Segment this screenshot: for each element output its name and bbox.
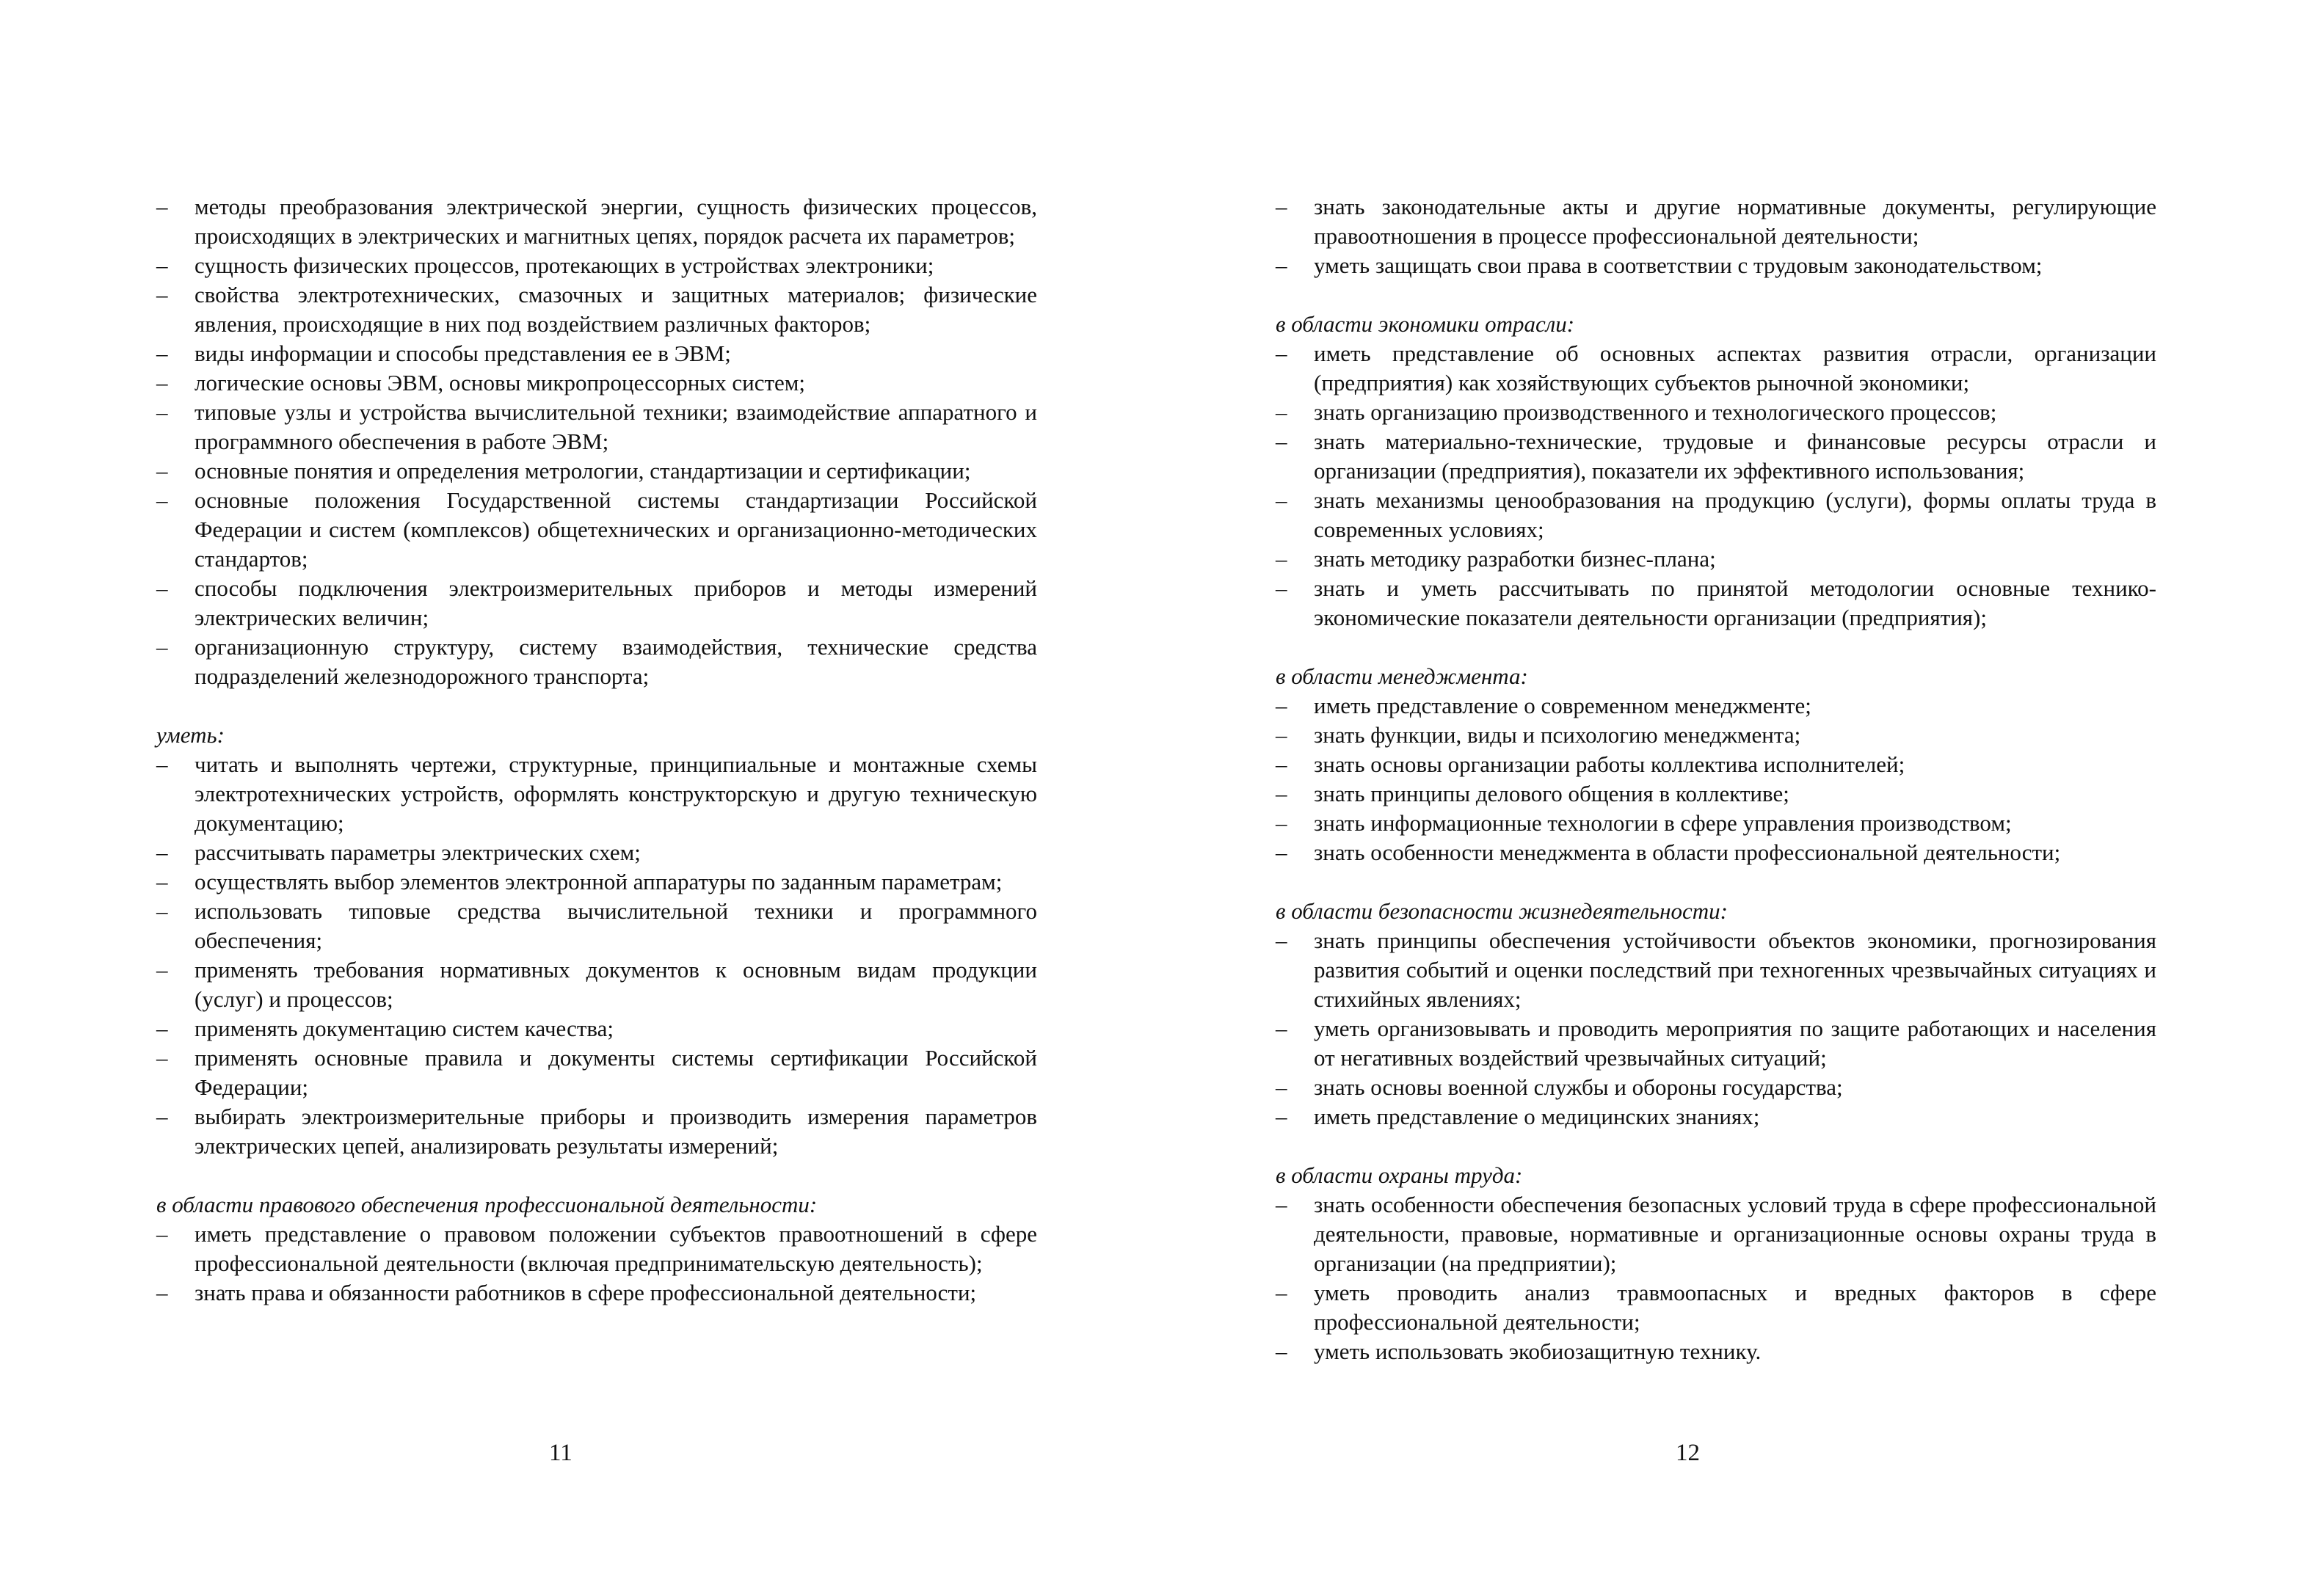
safety-list [1276, 926, 2156, 1132]
section-heading: уметь: [156, 722, 225, 748]
economics-section [1276, 310, 2156, 633]
left-intro-list [156, 192, 1037, 691]
section-heading: в области менеджмента: [1276, 663, 1528, 689]
section-heading: в области безопасности жизнедеятельности: [1276, 898, 1728, 924]
list-item: – выбирать электроизмерительные приборы и производить измерения параметров электрических цепей, анализировать результаты измерений; [156, 1102, 1037, 1161]
list-item: – уметь использовать экобиозащитную технику. [1276, 1337, 2156, 1366]
list-item: – методы преобразования электрической энергии, сущность физических процессов, происходящих в электрических и магнитных цепях, порядок расчета их параметров; [156, 192, 1037, 251]
management-section [1276, 662, 2156, 867]
list-item: – основные понятия и определения метрологии, стандартизации и сертификации; [156, 456, 1037, 486]
list-item: – применять требования нормативных документов к основным видам продукции (услуг) и процессов; [156, 955, 1037, 1014]
list-item: – знать организацию производственного и технологического процессов; [1276, 398, 2156, 427]
legal-section [156, 1190, 1037, 1308]
right-intro-section [1276, 192, 2156, 280]
list-item: – знать механизмы ценообразования на продукцию (услуги), формы оплаты труда в современных условиях; [1276, 486, 2156, 544]
list-item: – знать основы организации работы коллектива исполнителей; [1276, 750, 2156, 779]
umet-list [156, 750, 1037, 1161]
list-item: – знать информационные технологии в сфере управления производством; [1276, 809, 2156, 838]
list-item: – иметь представление о современном менеджменте; [1276, 691, 2156, 721]
list-item: – знать и уметь рассчитывать по принятой методологии основные технико-экономические показатели деятельности организации (предприятия); [1276, 574, 2156, 633]
section-heading: в области охраны труда: [1276, 1162, 1523, 1188]
list-item: – рассчитывать параметры электрических схем; [156, 838, 1037, 867]
list-item: – знать материально-технические, трудовые и финансовые ресурсы отрасли и организации (предприятия), показатели их эффективного использования; [1276, 427, 2156, 486]
list-item: – сущность физических процессов, протекающих в устройствах электроники; [156, 251, 1037, 280]
section-heading: в области правового обеспечения профессиональной деятельности: [156, 1192, 818, 1217]
legal-list [156, 1220, 1037, 1308]
list-item: – знать основы военной службы и обороны государства; [1276, 1073, 2156, 1102]
list-item: – применять документацию систем качества; [156, 1014, 1037, 1043]
list-item: – виды информации и способы представления ее в ЭВМ; [156, 339, 1037, 368]
list-item: – логические основы ЭВМ, основы микропроцессорных систем; [156, 368, 1037, 398]
management-list [1276, 691, 2156, 867]
list-item: – типовые узлы и устройства вычислительной техники; взаимодействие аппаратного и программного обеспечения в работе ЭВМ; [156, 398, 1037, 456]
list-item: – организационную структуру, систему взаимодействия, технические средства подразделений железнодорожного транспорта; [156, 633, 1037, 691]
list-item: – иметь представление об основных аспектах развития отрасли, организации (предприятия) как хозяйствующих субъектов рыночной экономики; [1276, 339, 2156, 398]
left-page [156, 192, 1037, 1308]
umet-section [156, 721, 1037, 1161]
list-item: – уметь организовывать и проводить мероприятия по защите работающих и населения от негативных воздействий чрезвычайных ситуаций; [1276, 1014, 2156, 1073]
page-number-right: 12 [1676, 1440, 1700, 1466]
labor-section [1276, 1161, 2156, 1366]
list-item: – свойства электротехнических, смазочных и защитных материалов; физические явления, происходящие в них под воздействием различных факторов; [156, 280, 1037, 339]
left-intro-section [156, 192, 1037, 691]
list-item: – применять основные правила и документы системы сертификации Российской Федерации; [156, 1043, 1037, 1102]
list-item: – знать функции, виды и психологию менеджмента; [1276, 721, 2156, 750]
list-item: – знать особенности менеджмента в области профессиональной деятельности; [1276, 838, 2156, 867]
list-item: – знать принципы делового общения в коллективе; [1276, 779, 2156, 809]
safety-section [1276, 897, 2156, 1132]
list-item: – уметь проводить анализ травмоопасных и вредных факторов в сфере профессиональной деятельности; [1276, 1278, 2156, 1337]
list-item: – уметь защищать свои права в соответствии с трудовым законодательством; [1276, 251, 2156, 280]
list-item: – читать и выполнять чертежи, структурные, принципиальные и монтажные схемы электротехнических устройств, оформлять конструкторскую и другую техническую документацию; [156, 750, 1037, 838]
section-heading: в области экономики отрасли: [1276, 311, 1575, 337]
economics-list [1276, 339, 2156, 633]
list-item: – знать права и обязанности работников в сфере профессиональной деятельности; [156, 1278, 1037, 1308]
page-number-left: 11 [549, 1440, 572, 1466]
right-intro-list [1276, 192, 2156, 280]
list-item: – способы подключения электроизмерительных приборов и методы измерений электрических величин; [156, 574, 1037, 633]
list-item: – осуществлять выбор элементов электронной аппаратуры по заданным параметрам; [156, 867, 1037, 897]
list-item: – знать принципы обеспечения устойчивости объектов экономики, прогнозирования развития событий и оценки последствий при техногенных чрезвычайных ситуациях и стихийных явлениях; [1276, 926, 2156, 1014]
list-item: – знать особенности обеспечения безопасных условий труда в сфере профессиональной деятельности, правовые, нормативные и организационные основы охраны труда в организации (на предприятии); [1276, 1190, 2156, 1278]
right-page [1276, 192, 2156, 1366]
list-item: – иметь представление о медицинских знаниях; [1276, 1102, 2156, 1132]
list-item: – иметь представление о правовом положении субъектов правоотношений в сфере профессиональной деятельности (включая предпринимательскую деятельность); [156, 1220, 1037, 1278]
list-item: – знать методику разработки бизнес-плана; [1276, 544, 2156, 574]
list-item: – знать законодательные акты и другие нормативные документы, регулирующие правоотношения в процессе профессиональной деятельности; [1276, 192, 2156, 251]
list-item: – основные положения Государственной системы стандартизации Российской Федерации и систем (комплексов) общетехнических и организационно-методических стандартов; [156, 486, 1037, 574]
labor-list [1276, 1190, 2156, 1366]
list-item: – использовать типовые средства вычислительной техники и программного обеспечения; [156, 897, 1037, 955]
